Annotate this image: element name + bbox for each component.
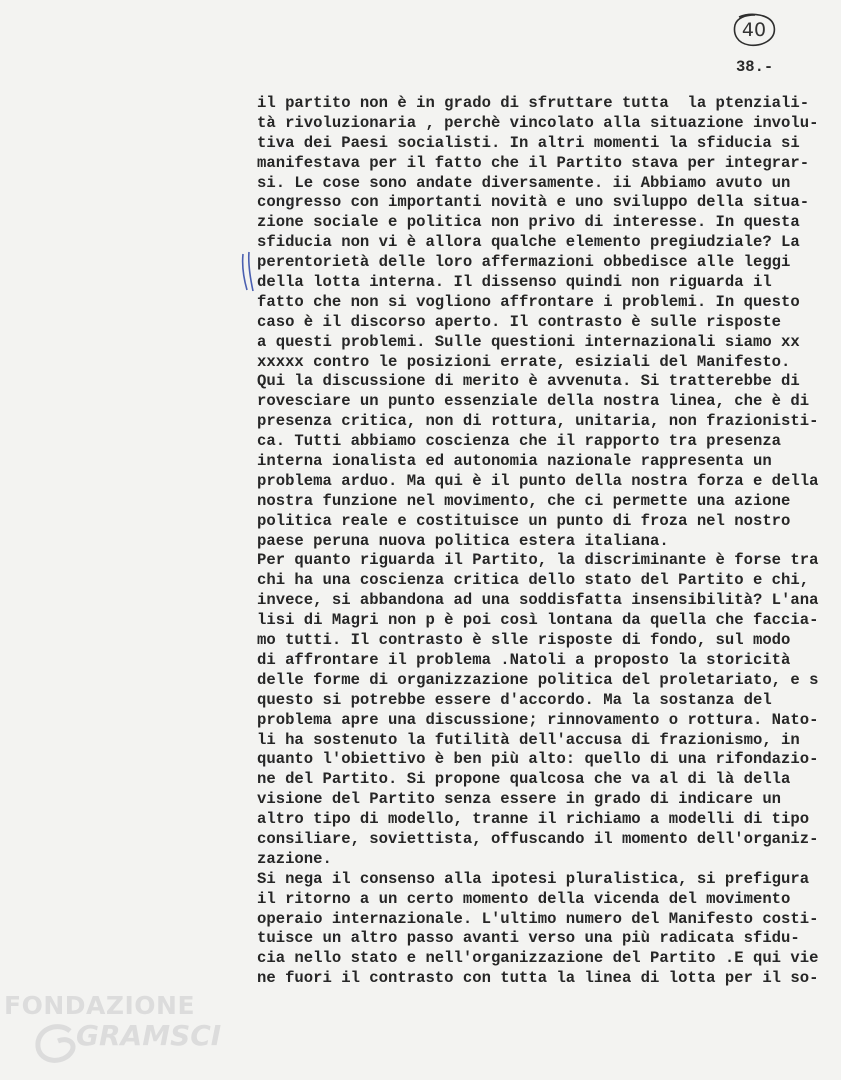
text-line: caso è il discorso aperto. Il contrasto è sulle risposte — [257, 312, 782, 331]
text-line: problema apre una discussione; rinnovamento o rottura. Nato- — [257, 710, 819, 729]
swirl-logo-icon — [30, 1019, 80, 1069]
text-line: presenza critica, non di rottura, unitaria, non frazionisti- — [257, 412, 819, 431]
watermark-line-2: GRAMSCI — [76, 1019, 222, 1052]
text-line: di affrontare il problema .Natoli a proposto la storicità — [257, 650, 791, 669]
text-line: li ha sostenuto la futilità dell'accusa di frazionismo, in — [257, 730, 800, 749]
text-line: quanto l'obiettivo è ben più alto: quello di una rifondazio- — [257, 750, 819, 769]
text-line: il ritorno a un certo momento della vicenda del movimento — [257, 889, 791, 908]
text-line: mo tutti. Il contrasto è slle risposte di fondo, sul modo — [257, 631, 791, 650]
text-line: altro tipo di modello, tranne il richiamo a modelli di tipo — [257, 810, 810, 829]
text-line: politica reale e costituisce un punto di froza nel nostro — [257, 511, 791, 530]
text-line: interna ionalista ed autonomia nazionale rappresenta un — [257, 452, 772, 471]
text-line: il partito non è in grado di sfruttare tutta la ptenziali- — [257, 94, 810, 112]
text-line: a questi problemi. Sulle questioni internazionali siamo xx — [257, 332, 800, 351]
text-line: questo si potrebbe essere d'accordo. Ma la sostanza del — [257, 690, 772, 709]
text-line: si. Le cose sono andate diversamente. ii Abbiamo avuto un — [257, 173, 791, 192]
text-line: fatto che non si vogliono affrontare i problemi. In questo — [257, 292, 800, 311]
page-number: 38.- — [736, 58, 774, 76]
text-line: chi ha una coscienza critica dello stato del Partito e chi, — [257, 571, 810, 590]
text-line: ne fuori il contrasto con tutta la linea di lotta per il so- — [257, 969, 819, 988]
margin-mark-icon — [238, 250, 258, 294]
text-line: manifestava per il fatto che il Partito stava per integrar- — [257, 153, 810, 172]
text-line: visione del Partito senza essere in grado di indicare un — [257, 790, 782, 809]
text-line: della lotta interna. Il dissenso quindi non riguarda il — [257, 273, 772, 292]
text-line: consiliare, soviettista, offuscando il momento dell'organiz- — [257, 829, 819, 848]
text-line: paese peruna nuova politica estera italiana. — [257, 531, 669, 550]
text-line: congresso con importanti novità e uno sviluppo della situa- — [257, 193, 810, 212]
archive-number: 40 — [741, 19, 767, 41]
text-line: ne del Partito. Si propone qualcosa che va al di là della — [257, 770, 791, 789]
typed-body-text — [257, 94, 841, 989]
watermark-line-1: FONDAZIONE — [4, 991, 196, 1020]
text-line: perentorietà delle loro affermazioni obbedisce alle leggi — [257, 253, 791, 272]
text-line: tà rivoluzionaria , perchè vincolato alla situazione involu- — [257, 113, 819, 132]
text-line: rovesciare un punto essenziale della nostra linea, che è di — [257, 392, 810, 411]
text-line: Per quanto riguarda il Partito, la discriminante è forse tra — [257, 551, 819, 570]
text-line: xxxxx contro le posizioni errate, esiziali del Manifesto. — [257, 352, 791, 371]
text-line: invece, si abbandona ad una soddisfatta insensibilità? L'ana — [257, 591, 819, 610]
text-line: ca. Tutti abbiamo coscienza che il rapporto tra presenza — [257, 432, 782, 451]
text-line: Qui la discussione di merito è avvenuta. Si tratterebbe di — [257, 372, 800, 391]
text-line: nostra funzione nel movimento, che ci permette una azione — [257, 491, 791, 510]
text-line: zazione. — [257, 849, 332, 868]
archive-watermark — [0, 985, 220, 1075]
text-line: tiva dei Paesi socialisti. In altri momenti la sfiducia si — [257, 133, 800, 152]
text-line: tuisce un altro passo avanti verso una più radicata sfidu- — [257, 929, 800, 948]
archive-number-stamp — [731, 12, 777, 48]
text-line: operaio internazionale. L'ultimo numero del Manifesto costi- — [257, 909, 819, 928]
text-line: delle forme di organizzazione politica del proletariato, e s — [257, 670, 819, 689]
text-line: zione sociale e politica non privo di interesse. In questa — [257, 213, 800, 232]
text-line: problema arduo. Ma qui è il punto della nostra forza e della — [257, 471, 819, 490]
text-line: Si nega il consenso alla ipotesi pluralistica, si prefigura — [257, 869, 810, 888]
text-line: cia nello stato e nell'organizzazione del Partito .E qui vie — [257, 949, 819, 968]
text-line: sfiducia non vi è allora qualche elemento pregiudziale? La — [257, 233, 800, 252]
text-line: lisi di Magri non p è poi così lontana da quella che faccia- — [257, 611, 819, 630]
